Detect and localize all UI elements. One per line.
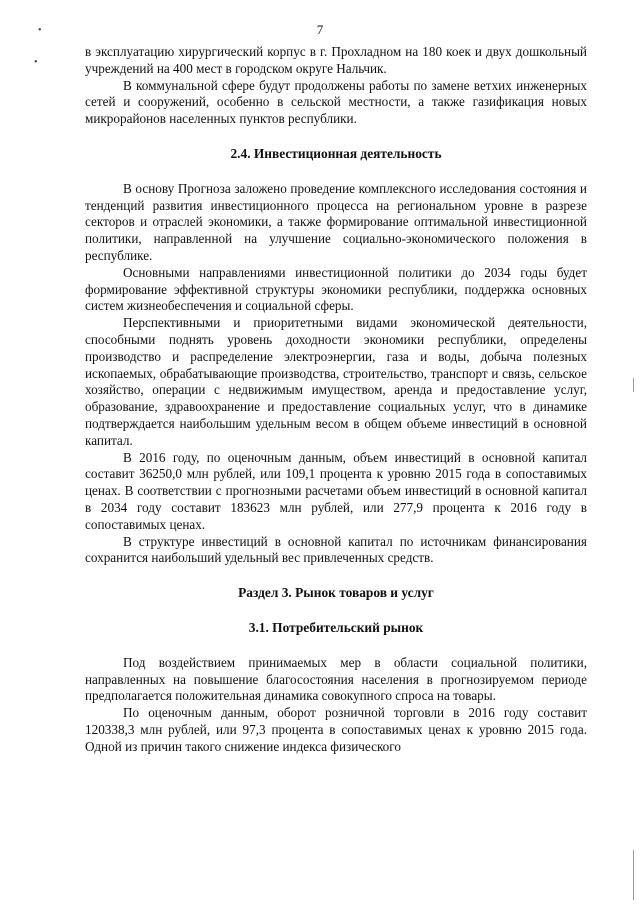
paragraph: В структуре инвестиций в основной капитал по источникам финансирования сохранится наибольший удельный вес привлеченных средств. bbox=[85, 533, 587, 566]
paragraph: В основу Прогноза заложено проведение комплексного исследования состояния и тенденций развития инвестиционного процесса на региональном уровне в разрезе секторов и отраслей экономики, а также формирование оптимальной инвестиционной политики, направленной на улучшение социально-экономического положения в республике. bbox=[85, 180, 587, 263]
document-body bbox=[85, 44, 587, 755]
scan-edge-line bbox=[633, 850, 634, 900]
scan-edge-line bbox=[633, 378, 634, 392]
paragraph: Основными направлениями инвестиционной политики до 2034 годы будет формирование эффективной структуры экономики республики, поддержка основных систем жизнеобеспечения и социальной сферы. bbox=[85, 264, 587, 314]
page-number: 7 bbox=[316, 22, 324, 37]
paragraph: В 2016 году, по оценочным данным, объем инвестиций в основной капитал составит 36250,0 млн рублей, или 109,1 процента к уровню 2015 года в сопоставимых ценах. В соответствии с прогнозными расчетами объем инвестиций в основной капитал в 2034 году составит 183623 млн рублей, или 277,9 процента к 2016 году в сопоставимых ценах. bbox=[85, 449, 587, 532]
scan-dot-mark: • bbox=[34, 57, 38, 68]
section-heading-consumer: 3.1. Потребительский рынок bbox=[248, 619, 424, 635]
scan-dot-mark: • bbox=[38, 25, 42, 36]
section-heading-market: Раздел 3. Рынок товаров и услуг bbox=[238, 585, 434, 601]
paragraph: По оценочным данным, оборот розничной торговли в 2016 году составит 120338,3 млн рублей, или 97,3 процента в сопоставимых ценах к уровню 2015 года. Одной из причин такого снижение индекса физического bbox=[85, 705, 587, 754]
paragraph: В коммунальной сфере будут продолжены работы по замене ветхих инженерных сетей и сооружений, особенно в сельской местности, а также газификация новых микрорайонов населенных пунктов республики. bbox=[85, 77, 587, 127]
paragraph: Под воздействием принимаемых мер в области социальной политики, направленных на повышение благосостояния населения в прогнозируемом периоде предполагается положительная динамика совокупного спроса на товары. bbox=[85, 654, 587, 704]
section-heading-investment: 2.4. Инвестиционная деятельность bbox=[230, 145, 442, 161]
paragraph: Перспективными и приоритетными видами экономической деятельности, способными поднять уровень доходности экономики республики, определены производство и распределение электроэнергии, газа и воды, добыча полезных ископаемых, обрабатывающие производства, строительство, транспорт и связь, сельское хозяйство, операции с недвижимым имуществом, аренда и предоставление услуг, образование, здравоохранение и предоставление социальных услуг, что в динамике подтверждается наибольшим удельным весом в общем объеме инвестиций в основной капитал. bbox=[85, 315, 587, 448]
paragraph: в эксплуатацию хирургический корпус в г. Прохладном на 180 коек и двух дошкольный учреждений на 400 мест в городском округе Нальчик. bbox=[85, 44, 587, 76]
